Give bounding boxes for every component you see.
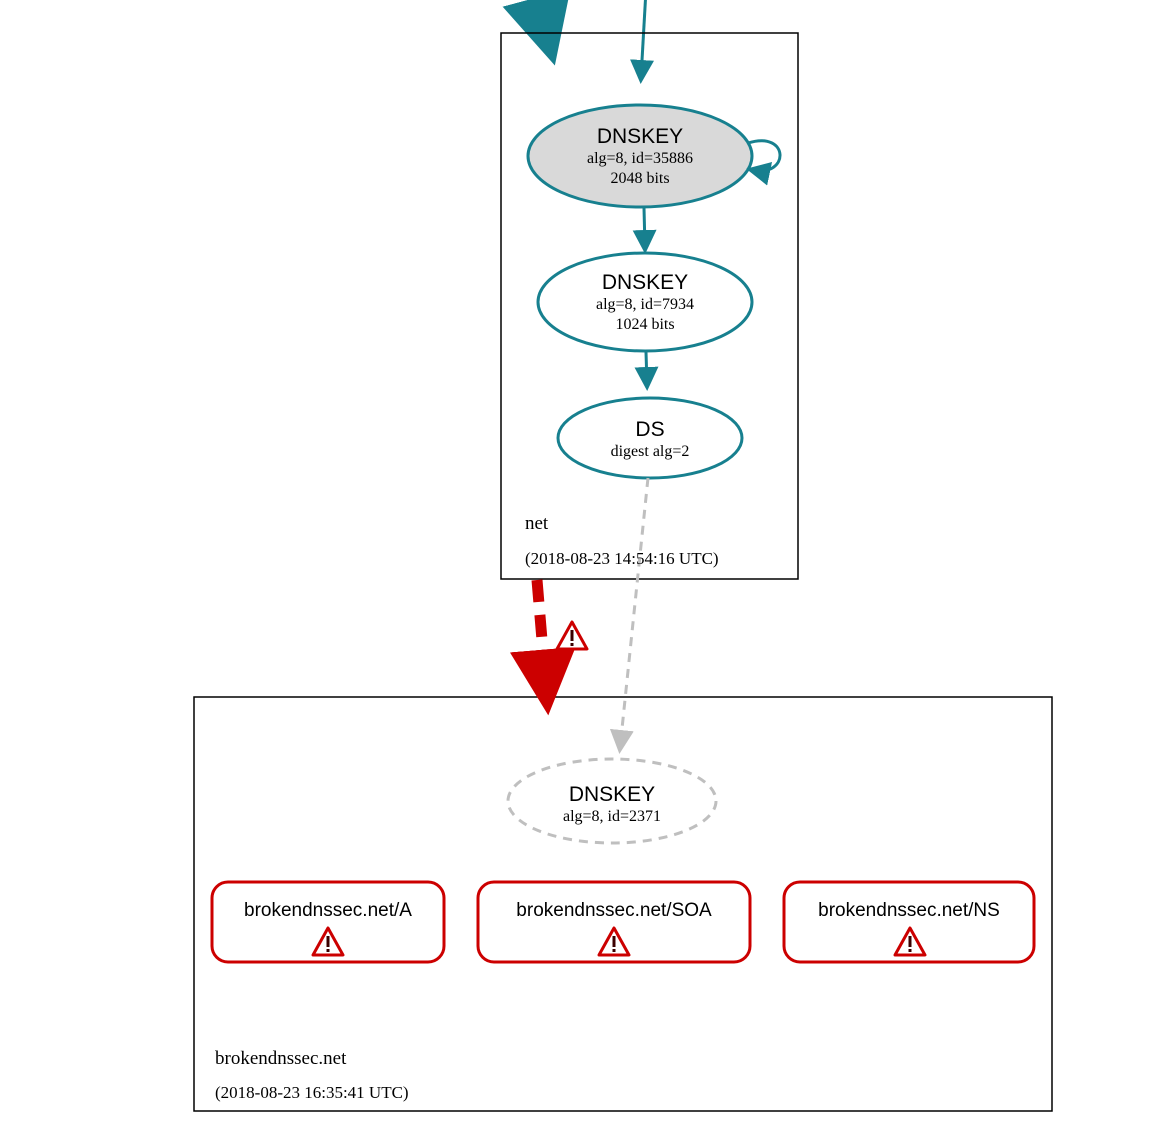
node-net-zsk-title: DNSKEY xyxy=(601,271,689,294)
node-net-ksk[interactable] xyxy=(528,105,752,207)
node-net-zsk[interactable] xyxy=(538,253,752,351)
node-net-ksk-line3: 2048 bits xyxy=(610,170,670,187)
node-net-zsk-line3: 1024 bits xyxy=(615,316,675,333)
node-net-ds[interactable] xyxy=(558,398,742,478)
zone-date-brokendnssec: (2018-08-23 16:35:41 UTC) xyxy=(215,1083,409,1102)
edge-ds-dnskey xyxy=(620,478,648,748)
node-net-ksk-line2: alg=8, id=35886 xyxy=(586,150,694,167)
edge-ksk-zsk xyxy=(644,208,645,248)
node-net-ds-title: DS xyxy=(635,418,665,441)
rrset-label-ns[interactable]: brokendnssec.net/NS xyxy=(818,900,1000,921)
edge-zsk-ds xyxy=(646,352,647,385)
rrset-label-a[interactable]: brokendnssec.net/A xyxy=(244,900,412,921)
node-brokendnssec-dnskey[interactable] xyxy=(508,759,716,843)
edge-in-thin xyxy=(641,0,646,78)
node-brokendnssec-dnskey-line2: alg=8, id=2371 xyxy=(562,808,662,825)
zone-label-net: net xyxy=(525,513,549,534)
edge-bogus xyxy=(537,580,546,688)
edge-in-thick xyxy=(534,0,548,40)
zone-date-net: (2018-08-23 14:54:16 UTC) xyxy=(525,549,719,568)
node-brokendnssec-dnskey-title: DNSKEY xyxy=(568,783,656,806)
node-net-ksk-title: DNSKEY xyxy=(596,125,684,148)
node-net-ds-line2: digest alg=2 xyxy=(610,443,690,460)
warning-triangle-icon xyxy=(557,622,587,649)
node-net-zsk-line2: alg=8, id=7934 xyxy=(595,296,695,313)
rrset-label-soa[interactable]: brokendnssec.net/SOA xyxy=(516,900,712,921)
zone-label-brokendnssec: brokendnssec.net xyxy=(215,1048,347,1069)
